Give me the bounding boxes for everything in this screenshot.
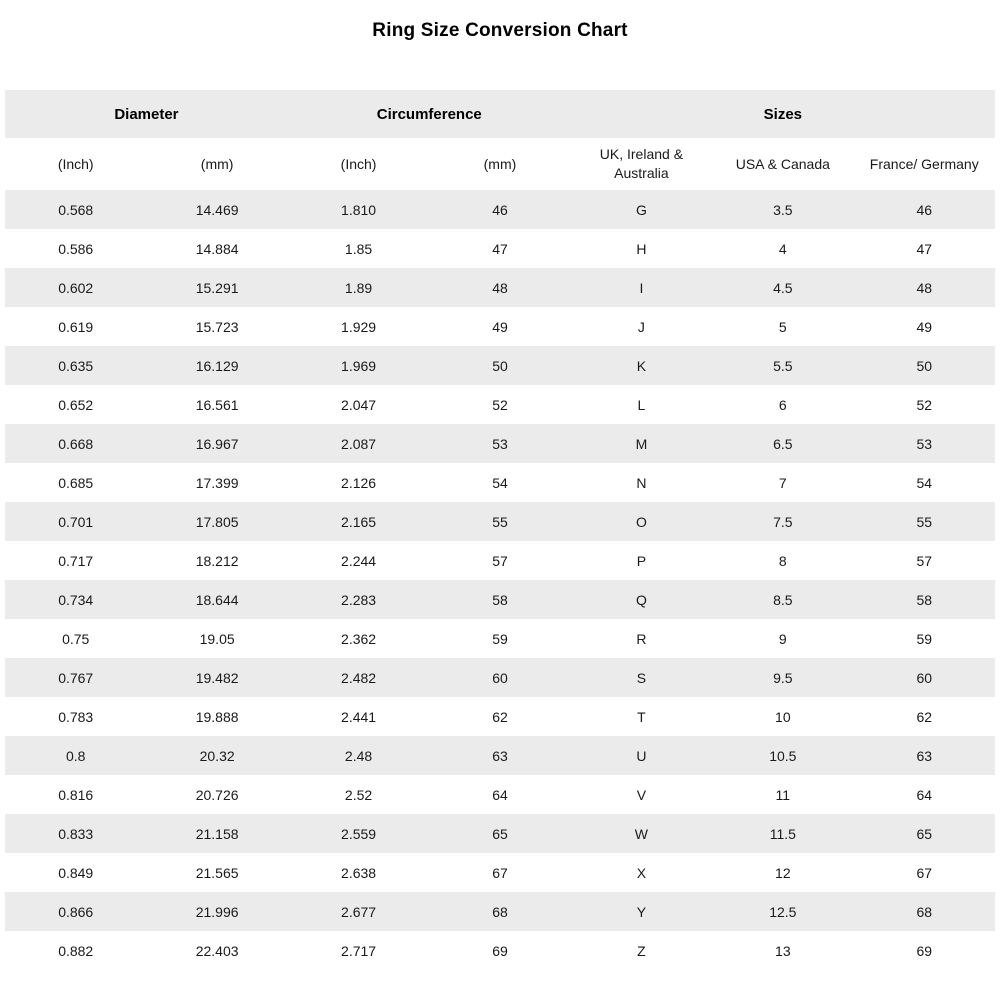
table-cell: 2.165 — [288, 502, 429, 541]
table-cell: 46 — [429, 190, 570, 229]
sub-header-diameter-inch: (Inch) — [5, 138, 146, 190]
table-cell: 16.561 — [146, 385, 287, 424]
table-cell: 2.559 — [288, 814, 429, 853]
table-row — [5, 424, 995, 463]
table-row — [5, 892, 995, 931]
table-cell: 7 — [712, 463, 853, 502]
table-cell: 5 — [712, 307, 853, 346]
table-cell: 67 — [429, 853, 570, 892]
table-cell: 18.644 — [146, 580, 287, 619]
sub-header-circumference-mm: (mm) — [429, 138, 570, 190]
table-cell: 55 — [854, 502, 995, 541]
table-cell: 2.047 — [288, 385, 429, 424]
ring-size-conversion-table — [5, 90, 995, 970]
table-row — [5, 931, 995, 970]
table-cell: 58 — [854, 580, 995, 619]
table-cell: 2.126 — [288, 463, 429, 502]
table-row — [5, 775, 995, 814]
table-cell: 49 — [854, 307, 995, 346]
table-cell: 0.586 — [5, 229, 146, 268]
sub-header-uk-ireland-australia: UK, Ireland & Australia — [571, 138, 712, 190]
table-cell: 11.5 — [712, 814, 853, 853]
table-cell: 17.805 — [146, 502, 287, 541]
table-cell: 1.969 — [288, 346, 429, 385]
table-cell: X — [571, 853, 712, 892]
table-cell: 14.469 — [146, 190, 287, 229]
table-cell: 12.5 — [712, 892, 853, 931]
table-cell: 12 — [712, 853, 853, 892]
table-cell: 2.717 — [288, 931, 429, 970]
table-cell: 2.441 — [288, 697, 429, 736]
table-cell: 0.619 — [5, 307, 146, 346]
page-title: Ring Size Conversion Chart — [372, 20, 628, 41]
table-cell: 54 — [429, 463, 570, 502]
table-cell: 2.283 — [288, 580, 429, 619]
table-cell: 67 — [854, 853, 995, 892]
table-cell: 10.5 — [712, 736, 853, 775]
table-cell: 47 — [429, 229, 570, 268]
table-cell: 55 — [429, 502, 570, 541]
table-cell: 0.8 — [5, 736, 146, 775]
table-cell: 52 — [429, 385, 570, 424]
table-cell: 2.677 — [288, 892, 429, 931]
table-cell: 60 — [429, 658, 570, 697]
table-row — [5, 190, 995, 229]
table-cell: 69 — [429, 931, 570, 970]
table-row — [5, 658, 995, 697]
table-cell: 10 — [712, 697, 853, 736]
table-cell: 16.129 — [146, 346, 287, 385]
table-cell: J — [571, 307, 712, 346]
table-cell: 58 — [429, 580, 570, 619]
table-row — [5, 736, 995, 775]
table-cell: 0.783 — [5, 697, 146, 736]
table-cell: 8.5 — [712, 580, 853, 619]
table-row — [5, 697, 995, 736]
table-cell: 21.158 — [146, 814, 287, 853]
sub-header-usa-canada: USA & Canada — [712, 138, 853, 190]
table-cell: 2.638 — [288, 853, 429, 892]
table-cell: P — [571, 541, 712, 580]
group-header-row — [5, 90, 995, 138]
table-cell: 0.668 — [5, 424, 146, 463]
table-cell: 0.75 — [5, 619, 146, 658]
table-cell: 2.087 — [288, 424, 429, 463]
table-cell: 6.5 — [712, 424, 853, 463]
table-cell: 1.929 — [288, 307, 429, 346]
table-cell: 53 — [429, 424, 570, 463]
table-cell: 46 — [854, 190, 995, 229]
table-cell: T — [571, 697, 712, 736]
table-cell: 11 — [712, 775, 853, 814]
table-cell: 63 — [429, 736, 570, 775]
table-header — [5, 90, 995, 190]
table-cell: 1.85 — [288, 229, 429, 268]
table-cell: 0.568 — [5, 190, 146, 229]
table-cell: 65 — [854, 814, 995, 853]
table-cell: 15.291 — [146, 268, 287, 307]
table-cell: Z — [571, 931, 712, 970]
table-row — [5, 502, 995, 541]
table-cell: 2.362 — [288, 619, 429, 658]
table-row — [5, 541, 995, 580]
table-cell: 48 — [429, 268, 570, 307]
group-header-diameter: Diameter — [5, 90, 288, 138]
table-cell: 20.32 — [146, 736, 287, 775]
table-cell: 3.5 — [712, 190, 853, 229]
table-cell: 18.212 — [146, 541, 287, 580]
table-cell: 50 — [429, 346, 570, 385]
table-cell: S — [571, 658, 712, 697]
table-cell: L — [571, 385, 712, 424]
table-cell: 5.5 — [712, 346, 853, 385]
table-cell: 49 — [429, 307, 570, 346]
table-cell: 2.52 — [288, 775, 429, 814]
table-cell: O — [571, 502, 712, 541]
table-cell: 19.05 — [146, 619, 287, 658]
table-cell: 0.833 — [5, 814, 146, 853]
table-cell: 0.849 — [5, 853, 146, 892]
table-cell: 22.403 — [146, 931, 287, 970]
table-cell: 0.701 — [5, 502, 146, 541]
table-cell: V — [571, 775, 712, 814]
table-cell: 52 — [854, 385, 995, 424]
table-cell: G — [571, 190, 712, 229]
group-header-circumference: Circumference — [288, 90, 571, 138]
table-cell: 0.767 — [5, 658, 146, 697]
table-cell: Y — [571, 892, 712, 931]
table-cell: 57 — [854, 541, 995, 580]
table-cell: 9.5 — [712, 658, 853, 697]
table-body — [5, 190, 995, 970]
sub-header-row — [5, 138, 995, 190]
table-cell: W — [571, 814, 712, 853]
table-cell: 0.602 — [5, 268, 146, 307]
table-cell: 8 — [712, 541, 853, 580]
table-cell: 7.5 — [712, 502, 853, 541]
table-cell: N — [571, 463, 712, 502]
table-cell: 16.967 — [146, 424, 287, 463]
table-cell: 64 — [429, 775, 570, 814]
table-cell: 19.888 — [146, 697, 287, 736]
table-row — [5, 346, 995, 385]
table-cell: 17.399 — [146, 463, 287, 502]
table-cell: 64 — [854, 775, 995, 814]
table-cell: 9 — [712, 619, 853, 658]
table-cell: 6 — [712, 385, 853, 424]
table-cell: 69 — [854, 931, 995, 970]
group-header-sizes: Sizes — [571, 90, 995, 138]
table-cell: 1.89 — [288, 268, 429, 307]
table-cell: 0.717 — [5, 541, 146, 580]
table-cell: 0.882 — [5, 931, 146, 970]
table-cell: 4.5 — [712, 268, 853, 307]
table-row — [5, 814, 995, 853]
table-cell: 4 — [712, 229, 853, 268]
table-cell: 62 — [854, 697, 995, 736]
table-cell: 68 — [429, 892, 570, 931]
table-cell: 62 — [429, 697, 570, 736]
table-cell: 47 — [854, 229, 995, 268]
sub-header-france-germany: France/ Germany — [854, 138, 995, 190]
table-cell: 20.726 — [146, 775, 287, 814]
table-cell: 0.652 — [5, 385, 146, 424]
table-cell: 19.482 — [146, 658, 287, 697]
table-cell: 21.996 — [146, 892, 287, 931]
table-cell: Q — [571, 580, 712, 619]
table-cell: 54 — [854, 463, 995, 502]
table-cell: 0.734 — [5, 580, 146, 619]
table-cell: 48 — [854, 268, 995, 307]
table-cell: 0.866 — [5, 892, 146, 931]
table-cell: 2.244 — [288, 541, 429, 580]
table-row — [5, 385, 995, 424]
table-cell: R — [571, 619, 712, 658]
table-row — [5, 463, 995, 502]
table-cell: 0.685 — [5, 463, 146, 502]
table-cell: U — [571, 736, 712, 775]
table-cell: 13 — [712, 931, 853, 970]
table-cell: 57 — [429, 541, 570, 580]
table-cell: K — [571, 346, 712, 385]
table-cell: 1.810 — [288, 190, 429, 229]
table-cell: 15.723 — [146, 307, 287, 346]
table-cell: M — [571, 424, 712, 463]
table-row — [5, 619, 995, 658]
table-row — [5, 307, 995, 346]
table-cell: 14.884 — [146, 229, 287, 268]
table-cell: H — [571, 229, 712, 268]
table-cell: 60 — [854, 658, 995, 697]
sub-header-circumference-inch: (Inch) — [288, 138, 429, 190]
table-cell: I — [571, 268, 712, 307]
table-cell: 0.816 — [5, 775, 146, 814]
table-cell: 63 — [854, 736, 995, 775]
table-cell: 68 — [854, 892, 995, 931]
table-row — [5, 268, 995, 307]
table-cell: 59 — [429, 619, 570, 658]
table-row — [5, 853, 995, 892]
table-cell: 59 — [854, 619, 995, 658]
table-cell: 65 — [429, 814, 570, 853]
table-row — [5, 580, 995, 619]
table-row — [5, 229, 995, 268]
sub-header-diameter-mm: (mm) — [146, 138, 287, 190]
table-cell: 0.635 — [5, 346, 146, 385]
table-cell: 53 — [854, 424, 995, 463]
table-cell: 50 — [854, 346, 995, 385]
table-cell: 2.48 — [288, 736, 429, 775]
table-cell: 21.565 — [146, 853, 287, 892]
table-cell: 2.482 — [288, 658, 429, 697]
